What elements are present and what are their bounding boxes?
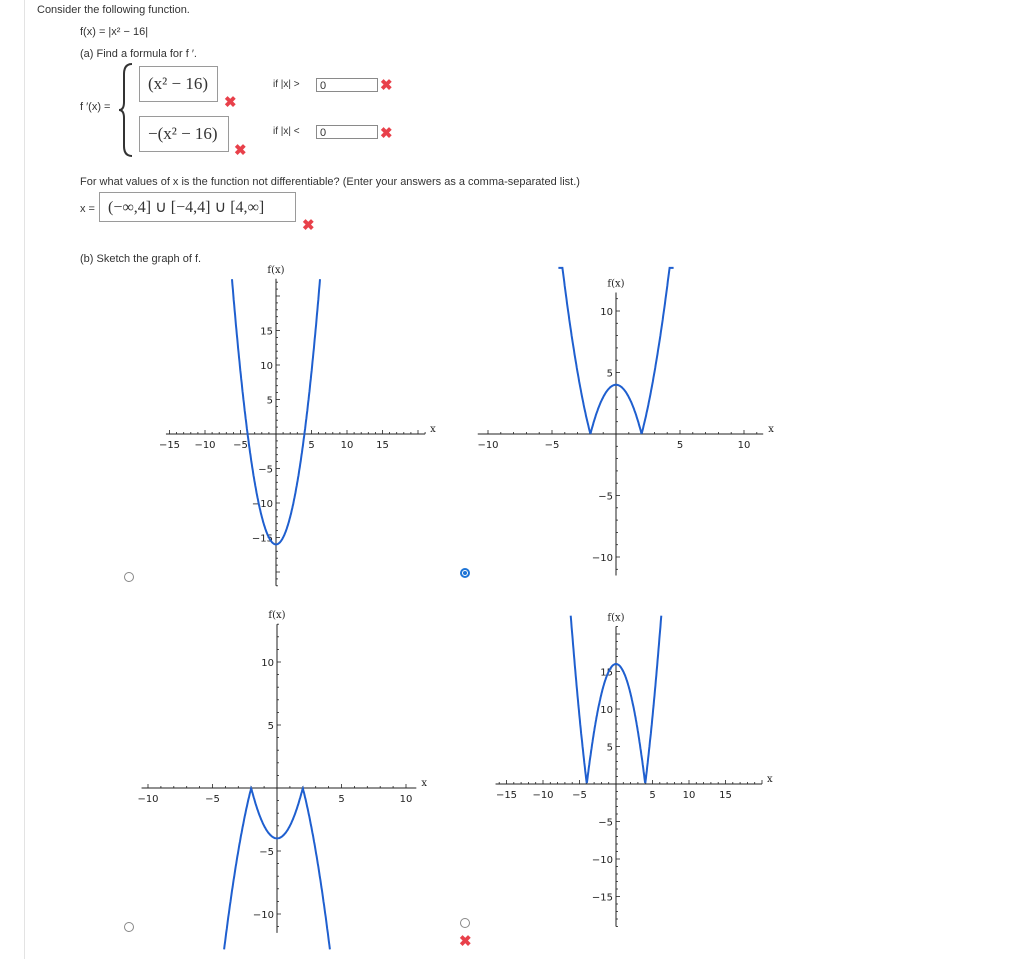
part-a-prompt: (a) Find a formula for f ′.: [80, 48, 197, 60]
y-tick-label: 5: [266, 395, 273, 407]
x-axis-label: x: [767, 774, 773, 785]
piecewise-brace: [118, 62, 134, 158]
x-tick-label: −10: [477, 440, 499, 451]
case2-condition-incorrect-icon: ✖: [380, 125, 393, 142]
graph-option-2-radio[interactable]: [460, 568, 470, 578]
part-b-prompt: (b) Sketch the graph of f.: [80, 253, 202, 265]
nondiff-prompt: For what values of x is the function not differentiable? (Enter your answers as a comma-separated list.): [80, 176, 580, 188]
function-text: f(x) = |x² − 16|: [80, 26, 149, 38]
y-tick-label: −5: [598, 817, 613, 829]
y-axis-label: f(x): [268, 610, 286, 622]
y-axis-label: f(x): [607, 278, 625, 290]
y-tick-label: 5: [606, 742, 613, 754]
case2-condition: if |x| <: [273, 126, 300, 137]
graph-option-2[interactable]: [470, 265, 774, 585]
part-b-incorrect-icon: ✖: [459, 933, 472, 950]
y-tick-label: 10: [600, 307, 613, 318]
y-axis-label: f(x): [267, 264, 285, 276]
graph-option-3[interactable]: [130, 610, 440, 935]
y-axis-label: f(x): [607, 612, 625, 624]
nondiff-incorrect-icon: ✖: [302, 217, 315, 234]
left-border: [24, 0, 25, 959]
case2-formula-field[interactable]: [139, 116, 229, 152]
case1-formula-field[interactable]: [139, 66, 218, 102]
x-tick-label: −5: [544, 440, 560, 451]
x-tick-label: −10: [194, 440, 216, 451]
graph-option-3-radio[interactable]: [124, 922, 134, 932]
x-tick-label: −10: [532, 790, 554, 801]
x-axis-label: x: [768, 424, 774, 435]
y-tick-label: −10: [591, 553, 613, 564]
y-tick-label: −5: [258, 464, 273, 476]
x-tick-label: 5: [308, 440, 315, 451]
x-axis-label: x: [430, 424, 436, 435]
x-tick-label: −15: [158, 440, 181, 451]
case1-condition-input[interactable]: 0: [316, 78, 378, 92]
x-tick-label: 5: [338, 794, 345, 805]
case1-condition-incorrect-icon: ✖: [380, 77, 393, 94]
x-axis-label: x: [421, 778, 427, 789]
x-tick-label: 15: [719, 790, 732, 801]
x-tick-label: 10: [682, 790, 696, 801]
fprime-label: f ′(x) =: [80, 101, 111, 113]
case1-condition: if |x| >: [273, 79, 300, 90]
x-tick-label: 5: [649, 790, 656, 801]
y-tick-label: 15: [260, 326, 273, 338]
y-tick-label: 5: [267, 721, 274, 732]
nondiff-answer-field[interactable]: [99, 192, 296, 222]
case1-incorrect-icon: ✖: [224, 94, 237, 111]
case1-expression: (x² − 16): [148, 74, 209, 93]
y-tick-label: −10: [251, 499, 273, 510]
function-definition: [80, 26, 148, 38]
graph-option-4-radio[interactable]: [460, 918, 470, 928]
y-tick-label: 10: [260, 361, 273, 372]
y-tick-label: −15: [591, 892, 613, 904]
y-tick-label: −5: [259, 847, 274, 858]
y-tick-label: −5: [598, 491, 613, 503]
y-tick-label: 10: [261, 658, 274, 669]
x-tick-label: −5: [205, 794, 220, 805]
graph-option-4[interactable]: [470, 612, 773, 934]
y-tick-label: 5: [606, 368, 613, 380]
y-tick-label: −15: [251, 533, 273, 545]
x-tick-label: 10: [399, 794, 413, 805]
nondiff-answer-text: (−∞,4] ∪ [−4,4] ∪ [4,∞]: [108, 199, 265, 216]
y-tick-label: −10: [591, 855, 613, 866]
x-equals-label: x =: [80, 203, 95, 215]
case2-expression: −(x² − 16): [148, 124, 218, 143]
x-tick-label: −15: [495, 790, 518, 801]
x-tick-label: −5: [572, 790, 587, 801]
graph-option-1[interactable]: [130, 265, 440, 585]
y-tick-label: −10: [252, 910, 274, 921]
y-tick-label: 10: [600, 705, 613, 716]
x-tick-label: 10: [340, 440, 354, 451]
x-tick-label: 5: [676, 440, 684, 451]
question-intro: Consider the following function.: [37, 4, 190, 16]
graph-option-1-radio[interactable]: [124, 572, 134, 582]
case2-incorrect-icon: ✖: [234, 142, 247, 159]
case2-condition-input[interactable]: 0: [316, 125, 378, 139]
x-tick-label: 15: [376, 440, 389, 451]
x-tick-label: 10: [737, 440, 751, 451]
x-tick-label: −10: [137, 794, 159, 805]
x-tick-label: −5: [233, 440, 248, 451]
y-tick-label: 15: [600, 667, 613, 679]
